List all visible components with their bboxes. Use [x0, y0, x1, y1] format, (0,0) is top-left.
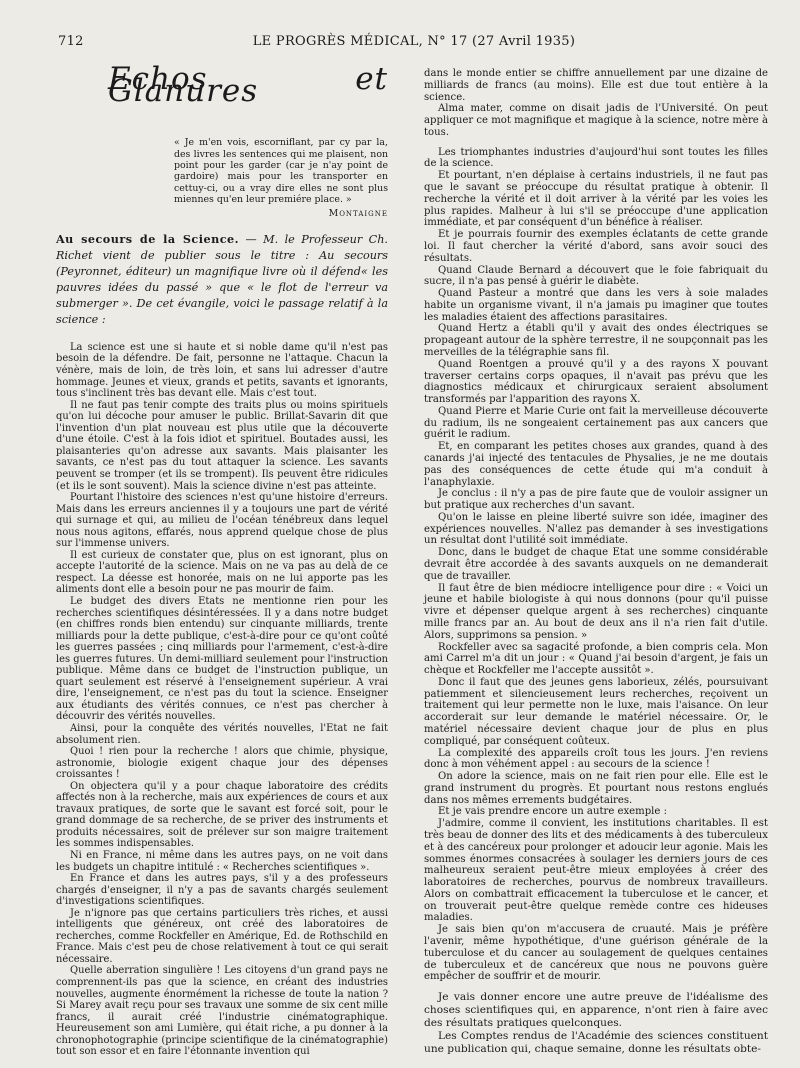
- paragraph: Il ne faut pas tenir compte des traits plus ou moins spirituels qu'on lui décoche pour amuser le public. Brillat-Savarin dit que l'invention d'un plat nouveau est plus utile que la découverte d'une étoile. C'est à la fois idiot et spirituel. Boutades aussi, les plaisanteries qu'on adresse aux savants. Mais plaisanter les savants, ce n'est pas du tout attaquer la science. Les savants peuvent se tromper (et ils se trompent). Ils peuvent être ridicules (et ils le sont souvent). Mais la science divine n'est pas atteinte.: [56, 399, 388, 492]
- paragraph: Donc il faut que des jeunes gens laborieux, zélés, poursuivant patiemment et silencieusement leurs recherches, reçoivent un traitement qui leur permette non le luxe, mais l'aisance. On leur accorderait sur leur demande le matériel nécessaire. Or, le matériel nécessaire devient chaque jour de plus en plus compliqué, par conséquent coûteux.: [424, 676, 768, 747]
- paragraph: J'admire, comme il convient, les institutions charitables. Il est très beau de donner des lits et des médicaments à des tuberculeux et à des cancéreux pour prolonger et adoucir leur agonie. Mais les sommes énormes consacrées à soulager les derniers jours de ces malheureux seraient peut-être mieux employées à créer des laboratoires de recherches, pourvus de nombreux travailleurs. Alors on combattrait efficacement la tuberculose et le cancer, et on trouverait peut-être quelque remède contre ces hideuses maladies.: [424, 818, 768, 924]
- section-lead: [56, 231, 388, 328]
- paragraph: On objectera qu'il y a pour chaque laboratoire des crédits affectés non à la recherche, mais aux expériences de cours et aux travaux pratiques, de sorte que le savant est forcé soit, pour le grand dommage de sa recherche, de se priver des instruments et produits nécessaires, soit de prélever sur son maigre traitement les sommes indispensables.: [56, 780, 388, 850]
- paragraph: Et, en comparant les petites choses aux grandes, quand à des canards j'ai injecté des tentacules de Physalies, je ne me doutais pas des conséquences de cette étude qui m'a conduit à l'anaphylaxie.: [424, 441, 768, 488]
- paragraph: On adore la science, mais on ne fait rien pour elle. Elle est le grand instrument du progrès. Et pourtant nous restons englués dans nos mêmes errements budgétaires.: [424, 771, 768, 806]
- article-title: Echos et Glanures: [108, 61, 388, 109]
- paragraph: Donc, dans le budget de chaque Etat une somme considérable devrait être accordée à des savants auxquels on ne demanderait que de travailler.: [424, 547, 768, 582]
- paragraph: dans le monde entier se chiffre annuellement par une dizaine de milliards de francs (au moins). Elle est due tout entière à la science.: [424, 68, 768, 103]
- epigraph-author: Montaigne: [328, 207, 388, 219]
- lead-text: — M. le Professeur Ch. Richet vient de publier sous le titre : Au secours (Peyronnet, éditeur) un magnifique livre où il défend« les pauvres idées du passé » que « le flot de l'erreur va submerger ». De cet évangile, voici le passage relatif à la science :: [56, 232, 388, 326]
- epigraph-text: « Je m'en vois, escorniflant, par cy par la, des livres les sentences qui me plaisent, non point pour les garder (car je n'ay point de gardoire) mais pour les transporter en cettuy-ci, ou a vray dire elles ne sont plus miennes qu'en leur premiére place. »: [174, 137, 388, 206]
- section-heading: Au secours de la Science.: [56, 231, 240, 246]
- paragraph: Je vais donner encore une autre preuve de l'idéalisme des choses scientifiques qui, en apparence, n'ont rien à faire avec des résultats pratiques quelconques.: [424, 991, 768, 1030]
- page-number: 712: [58, 34, 84, 49]
- running-header: [58, 34, 770, 52]
- paragraph: La complexité des appareils croît tous les jours. J'en reviens donc à mon véhément appel : au secours de la science !: [424, 747, 768, 771]
- paragraph: Et je pourrais fournir des exemples éclatants de cette grande loi. Il faut chercher la vérité d'abord, sans avoir souci des résultats.: [424, 229, 768, 264]
- right-body-3: [424, 991, 768, 1056]
- paragraph: Quand Pierre et Marie Curie ont fait la merveilleuse découverte du radium, ils ne songeaient certainement pas aux cancers que guérit le radium.: [424, 405, 768, 441]
- paragraph: Et pourtant, n'en déplaise à certains industriels, il ne faut pas que le savant se préoccupe du résultat pratique à obtenir. Il recherche la vérité et il doit arriver à la vérité par les voies les plus rapides. Malheur à lui s'il se préoccupe d'une application immédiate, et par conséquent d'un bénéfice à réaliser.: [424, 170, 768, 229]
- paragraph: Quand Claude Bernard a découvert que le foie fabriquait du sucre, il n'a pas pensé à guérir le diabète.: [424, 264, 768, 288]
- right-column: [424, 68, 768, 1056]
- paragraph: Je sais bien qu'on m'accusera de cruauté. Mais je préfère l'avenir, même hypothétique, d'une guérison générale de la tuberculose et du cancer au soulagement de quelques centaines de tuberculeux et de cancéreux que nous ne pouvons guère empêcher de souffrir et de mourir.: [424, 924, 768, 983]
- paragraph: La science est une si haute et si noble dame qu'il n'est pas besoin de la défendre. De fait, personne ne l'attaque. Chacun la vénère, mais de loin, de très loin, et sans lui adresser d'autre hommage. Jeunes et vieux, grands et petits, savants et ignorants, tous s'inclinent très bas devant elle. Mais c'est tout.: [56, 341, 388, 400]
- paragraph: Quand Hertz a établi qu'il y avait des ondes électriques se propageant autour de la sphère terrestre, il ne soupçonnait pas les merveilles de la télégraphie sans fil.: [424, 323, 768, 358]
- paragraph: Les Comptes rendus de l'Académie des sciences constituent une publication qui, chaque semaine, donne les résultats obte-: [424, 1030, 768, 1056]
- right-body-1: [424, 68, 768, 139]
- paragraph: Et je vais prendre encore un autre exemple :: [438, 806, 667, 818]
- paragraph: Alma mater, comme on disait jadis de l'Université. On peut appliquer ce mot magnifique et magique à la science, notre mère à tous.: [424, 103, 768, 138]
- paragraph: Quoi ! rien pour la recherche ! alors que chimie, physique, astronomie, biologie exigent chaque jour des dépenses croissantes !: [56, 746, 388, 781]
- paragraph: Rockfeller avec sa sagacité profonde, a bien compris cela. Mon ami Carrel m'a dit un jour : « Quand j'ai besoin d'argent, je fais un chèque et Rockfeller me l'accepte aussitôt ».: [424, 641, 768, 677]
- left-column: [56, 61, 388, 1058]
- paragraph: Je conclus : il n'y a pas de pire faute que de vouloir assigner un but pratique aux recherches d'un savant.: [424, 488, 768, 512]
- paragraph: Il faut être de bien médiocre intelligence pour dire : « Voici un jeune et habile biologiste à qui nous donnons (pour qu'il puisse vivre et dépenser quelque argent à ses recherches) cinquante mille francs par an. Au bout de deux ans il n'a rien fait d'utile. Alors, supprimons sa pension. »: [424, 582, 768, 641]
- paragraph: Qu'on le laisse en pleine liberté suivre son idée, imaginer des expériences nouvelles. N'allez pas demander à ses investigations un résultat dont l'utilité soit immédiate.: [424, 511, 768, 547]
- paragraph: Ainsi, pour la conquête des vérités nouvelles, l'Etat ne fait absolument rien.: [56, 722, 388, 746]
- paragraph: Les triomphantes industries d'aujourd'hui sont toutes les filles de la science.: [424, 146, 768, 170]
- paragraph: Je n'ignore pas que certains particuliers très riches, et aussi intelligents que généreux, ont créé des laboratoires de recherches, comme Rockfeller en Amérique, Ed. de Rothschild en France. Mais c'est peu de chose relativement à tout ce qui serait nécessaire.: [56, 907, 388, 965]
- paragraph: Quand Pasteur a montré que dans les vers à soie malades habite un organisme vivant, il n'a jamais pu imaginer que toutes les maladies étaient des affections parasitaires.: [424, 288, 768, 323]
- paragraph: Pourtant l'histoire des sciences n'est qu'une histoire d'erreurs. Mais dans les erreurs anciennes il y a toujours une part de vérité qui surnage et qui, au milieu de l'océan ténébreux dans lequel nous nous agitons, effarés, nous apprend quelque chose de plus sur l'immense univers.: [56, 492, 388, 550]
- paragraph: Quand Roentgen a prouvé qu'il y a des rayons X pouvant traverser certains corps opaques, il n'avait pas prévu que les diagnostics médicaux et chirurgicaux seraient absolument transformés par l'apparition des rayons X.: [424, 358, 768, 406]
- paragraph: Il est curieux de constater que, plus on est ignorant, plus on accepte l'autorité de la science. Mais on ne va pas au delà de ce respect. La déesse est honorée, mais on ne lui apporte pas les aliments dont elle a besoin pour ne pas mourir de faim.: [56, 549, 388, 596]
- paragraph: Quelle aberration singulière ! Les citoyens d'un grand pays ne comprennent-ils pas que la science, en créant des industries nouvelles, augmente énormément la richesse de toute la nation ? Si Marey avait reçu pour ses travaux une somme de six cent mille francs, il aurait créé l'industrie cinématographique. Heureusement son ami Lumière, qui était riche, a pu donner à la chronophotographie (principe scientifique de la cinématographie) tout son essor et en faire l'étonnante invention qui: [56, 965, 388, 1058]
- left-body: [56, 342, 388, 1058]
- running-title: LE PROGRÈS MÉDICAL, N° 17 (27 Avril 1935): [252, 34, 576, 49]
- paragraph: En France et dans les autres pays, s'il y a des professeurs chargés d'enseigner, il n'y a pas de savants chargés seulement d'investigations scientifiques.: [56, 873, 388, 908]
- right-body-2: [424, 147, 768, 983]
- epigraph: [174, 137, 388, 219]
- paragraph: Ni en France, ni même dans les autres pays, on ne voit dans les budgets un chapitre intitulé : « Recherches scientifiques ».: [56, 850, 388, 873]
- paragraph: Le budget des divers Etats ne mentionne rien pour les recherches scientifiques désintéressées. Il y a dans notre budget (en chiffres ronds bien entendu) sur cinquante milliards, trente milliards pour la dette publique, c'est-à-dire pour ce qu'ont coûté les guerres passées ; cinq milliards pour l'armement, c'est-à-dire les guerres futures. Un demi-milliard seulement pour l'instruction publique. Même dans ce budget de l'instruction publique, un quart seulement est réservé à l'enseignement supérieur. A vrai dire, l'enseignement, ce n'est pas du tout la science. Enseigner aux étudiants des vérités connues, ce n'est pas chercher à découvrir des vérités nouvelles.: [56, 595, 388, 723]
